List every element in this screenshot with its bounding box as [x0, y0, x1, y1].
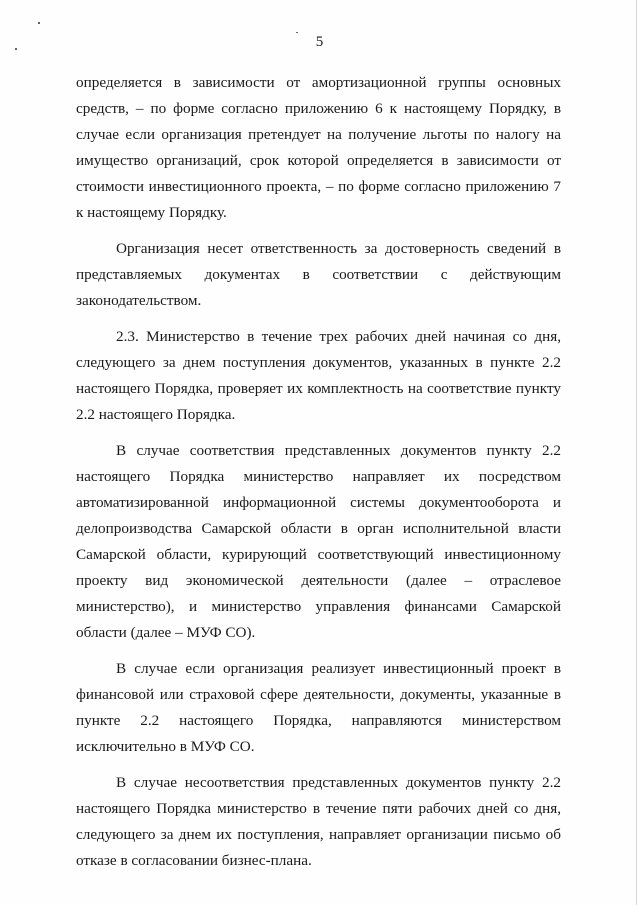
paragraph-responsibility: Организация несет ответственность за достоверность сведений в представляемых документах в соответствии с действующим законодательством.: [76, 240, 561, 309]
paragraph-continuation: определяется в зависимости от амортизационной группы основных средств, – по форме согласно приложению 6 к настоящему Порядку, в случае если организация претендует на получение льготы по налогу на имущество организаций, срок которой определяется в зависимости от стоимости инвестиционного проекта, – по форме согласно приложению 7 к настоящему Порядку.: [76, 74, 561, 221]
scan-speck: [296, 32, 298, 33]
document-body: [76, 70, 561, 884]
paragraph-compliance: В случае соответствия представленных документов пункту 2.2 настоящего Порядка министерство направляет их посредством автоматизированной информационной системы документооборота и делопроизводства Самарской области в орган исполнительной власти Самарской области, курирующий соответствующий инвестиционному проекту вид экономической деятельности (далее – отраслевое министерство), и министерство управления финансами Самарской области (далее – МУФ СО).: [76, 442, 561, 641]
scan-speck: [38, 22, 40, 24]
scan-edge-line: [636, 0, 637, 905]
paragraph-2-3: 2.3. Министерство в течение трех рабочих дней начиная со дня, следующего за днем поступления документов, указанных в пункте 2.2 настоящего Порядка, проверяет их комплектность на соответствие пункту 2.2 настоящего Порядка.: [76, 328, 561, 423]
paragraph-financial-sector: В случае если организация реализует инвестиционный проект в финансовой или страховой сфере деятельности, документы, указанные в пункте 2.2 настоящего Порядка, направляются министерством исключительно в МУФ СО.: [76, 660, 561, 755]
page-number: 5: [315, 34, 324, 50]
paragraph-non-compliance: В случае несоответствия представленных документов пункту 2.2 настоящего Порядка министерство в течение пяти рабочих дней со дня, следующего за днем их поступления, направляет организации письмо об отказе в согласовании бизнес-плана.: [76, 774, 561, 869]
